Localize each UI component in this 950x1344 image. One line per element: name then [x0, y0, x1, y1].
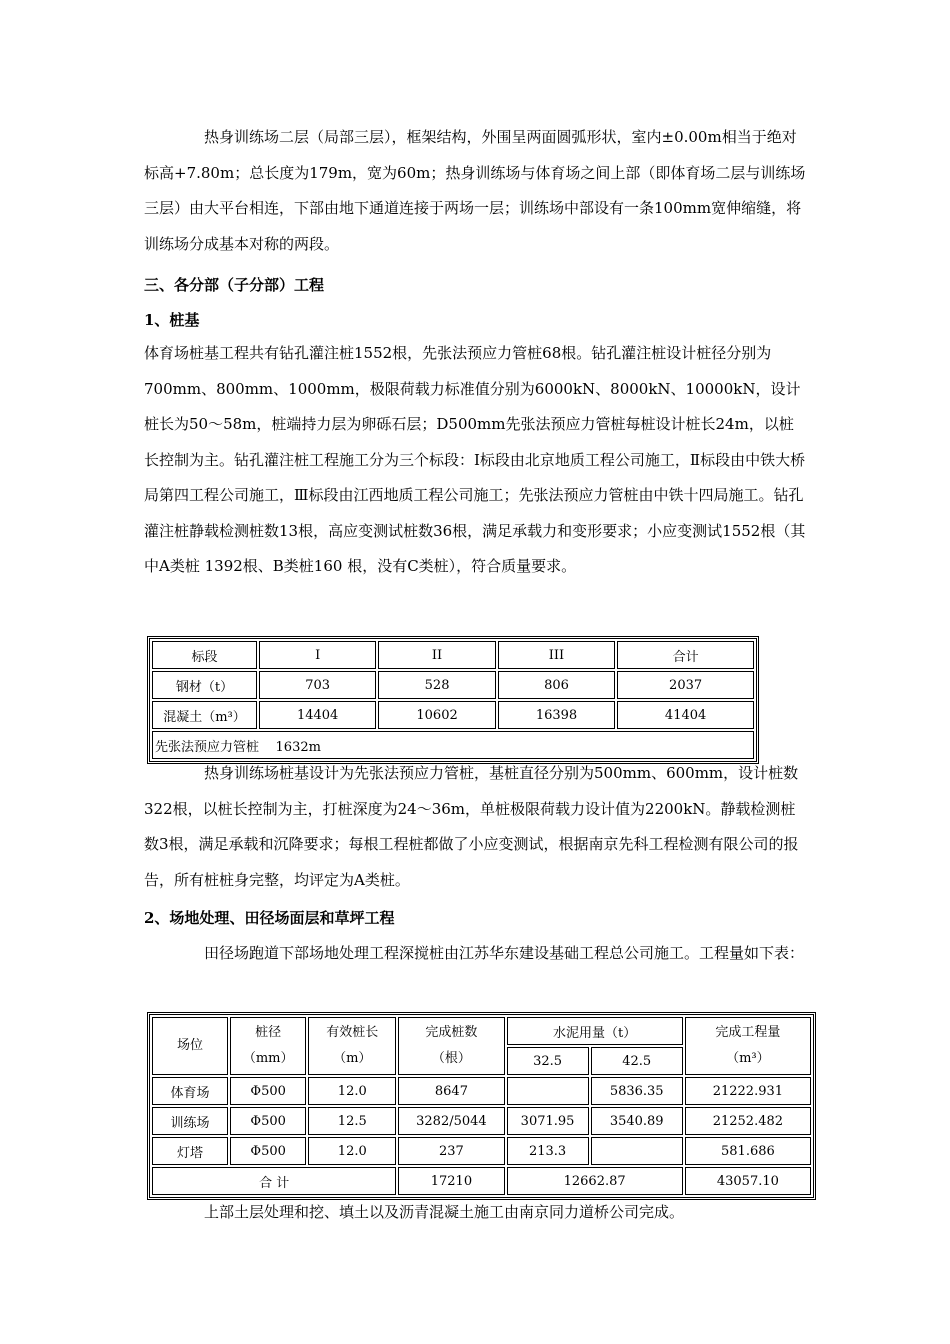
table-header-cell: III: [498, 641, 615, 669]
table-cell: 21252.482: [685, 1107, 811, 1135]
table-row: [152, 1077, 811, 1105]
table-cell: 237: [398, 1137, 504, 1165]
table-cell: 混凝土（m³）: [152, 701, 257, 729]
paragraph-training-piles: 热身训练场桩基设计为先张法预应力管桩，基桩直径分别为500mm、600mm，设计桩数322根，以桩长控制为主，打桩深度为24～36m，单桩极限荷载力设计值为2200kN。静载检测桩数3根，满足承载和沉降要求；每根工程桩都做了小应变测试，根据南京先科工程检测有限公司的报告，所有桩桩身完整，均评定为A类桩。: [144, 764, 799, 889]
paragraph-site-intro: 田径场跑道下部场地处理工程深搅桩由江苏华东建设基础工程总公司施工。工程量如下表：: [204, 944, 805, 962]
table-header-unit: （m³）: [726, 1051, 770, 1066]
table-cell: 12.0: [308, 1137, 396, 1165]
table-cell: 41404: [617, 701, 754, 729]
table-header-unit: （根）: [431, 1051, 471, 1066]
table-header-cell: I: [259, 641, 376, 669]
table-cell: 703: [259, 671, 376, 699]
table-header-text: 完成工程量: [715, 1025, 781, 1040]
table-header-cell: II: [378, 641, 495, 669]
paragraph-training-field: 热身训练场二层（局部三层），框架结构，外围呈两面圆弧形状，室内±0.00m相当于绝对标高+7.80m；总长度为179m，宽为60m；热身训练场与体育场之间上部（即体育场二层与训练场三层）由大平台相连，下部由地下通道连接于两场一层；训练场中部设有一条100mm宽伸缩缝，将训练场分成基本对称的两段。: [144, 128, 806, 253]
table-cell: Φ500: [230, 1107, 306, 1135]
table-cell: [507, 1077, 589, 1105]
table-cell: 5836.35: [591, 1077, 683, 1105]
table-row: [152, 1107, 811, 1135]
table-cell: 钢材（t）: [152, 671, 257, 699]
table-cell: 12.5: [308, 1107, 396, 1135]
table-header-cell: [308, 1017, 396, 1075]
table-cell: 12.0: [308, 1077, 396, 1105]
table-cell: 16398: [498, 701, 615, 729]
paragraph-upper-soil: 上部土层处理和挖、填土以及沥青混凝土施工由南京同力道桥公司完成。: [204, 1203, 685, 1221]
table-total-count: 17210: [398, 1167, 504, 1195]
table-cell: 213.3: [507, 1137, 589, 1165]
table-cell: 体育场: [152, 1077, 228, 1105]
table-cell: 528: [378, 671, 495, 699]
pile-materials-table: [147, 636, 759, 764]
table-cell: 灯塔: [152, 1137, 228, 1165]
table-header-cell: [230, 1017, 306, 1075]
table-cell: 10602: [378, 701, 495, 729]
table-header-cell: 标段: [152, 641, 257, 669]
table-header-text: 有效桩长: [326, 1025, 379, 1040]
table-header-cell: 水泥用量（t）: [507, 1017, 683, 1045]
table-header-text: 完成桩数: [425, 1025, 478, 1040]
table-cell: 2037: [617, 671, 754, 699]
table-header-cell: 场位: [152, 1017, 228, 1075]
table-footer-cell: 先张法预应力管桩 1632m: [152, 731, 754, 759]
subsection-heading-pile: 1、桩基: [144, 311, 200, 329]
table-row: [152, 701, 754, 729]
table-header-row: [152, 641, 754, 669]
table-header-row: [152, 1017, 811, 1045]
mixing-pile-quantities-table: [147, 1012, 816, 1200]
table-cell: 14404: [259, 701, 376, 729]
table-header-unit: （mm）: [242, 1051, 294, 1066]
table-cell: 21222.931: [685, 1077, 811, 1105]
table-header-cell: [398, 1017, 504, 1075]
table-cell: Φ500: [230, 1137, 306, 1165]
table-footer-row: [152, 731, 754, 759]
table-cell: 581.686: [685, 1137, 811, 1165]
table-header-text: 桩径: [255, 1025, 282, 1040]
table-header-cell: 32.5: [507, 1047, 589, 1075]
table-cell: Φ500: [230, 1077, 306, 1105]
table-cell: 3540.89: [591, 1107, 683, 1135]
table-cell: 8647: [398, 1077, 504, 1105]
table-cell: 806: [498, 671, 615, 699]
table-cell: 3282/5044: [398, 1107, 504, 1135]
table-cell: 训练场: [152, 1107, 228, 1135]
table-header-cell: [685, 1017, 811, 1075]
table-header-cell: 42.5: [591, 1047, 683, 1075]
table-total-cement: 12662.87: [507, 1167, 683, 1195]
table-row: [152, 671, 754, 699]
subsection-heading-site: 2、场地处理、田径场面层和草坪工程: [144, 909, 395, 927]
table-total-row: [152, 1167, 811, 1195]
table-header-cell: 合计: [617, 641, 754, 669]
table-header-unit: （m）: [333, 1051, 372, 1066]
paragraph-stadium-piles: 体育场桩基工程共有钻孔灌注桩1552根，先张法预应力管桩68根。钻孔灌注桩设计桩径分别为700mm、800mm、1000mm，极限荷载力标准值分别为6000kN、8000kN、10000kN，设计桩长为50～58m，桩端持力层为卵砾石层；D500mm先张法预应力管桩每桩设计桩长24m，以桩长控制为主。钻孔灌注桩工程施工分为三个标段：Ⅰ标段由北京地质工程公司施工，Ⅱ标段由中铁大桥局第四工程公司施工，Ⅲ标段由江西地质工程公司施工；先张法预应力管桩由中铁十四局施工。钻孔灌注桩静载检测桩数13根，高应变测试桩数36根，满足承载力和变形要求；小应变测试1552根（其中A类桩 1392根、B类桩160 根，没有C类桩），符合质量要求。: [144, 344, 806, 575]
table-total-volume: 43057.10: [685, 1167, 811, 1195]
table-cell: 3071.95: [507, 1107, 589, 1135]
table-cell: [591, 1137, 683, 1165]
table-row: [152, 1137, 811, 1165]
section-heading-subprojects: 三、各分部（子分部）工程: [144, 276, 325, 294]
table-total-label: 合 计: [152, 1167, 396, 1195]
